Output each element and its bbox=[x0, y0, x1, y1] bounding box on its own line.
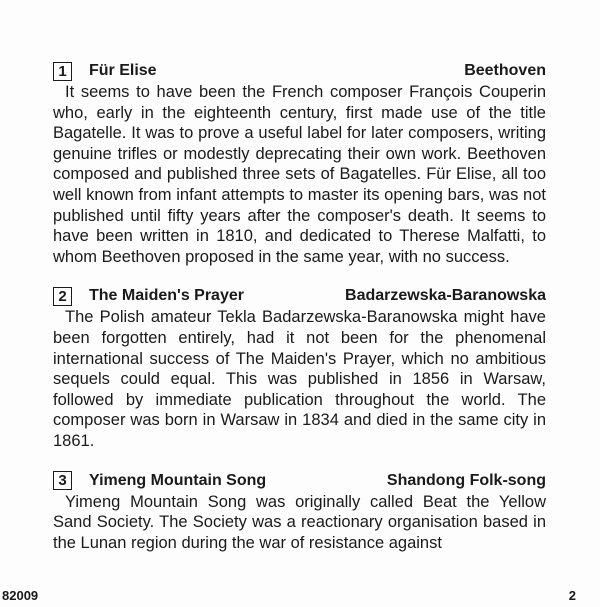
track-composer: Shandong Folk-song bbox=[386, 471, 546, 489]
catalog-number: 82009 bbox=[2, 588, 39, 603]
track-composer: Badarzewska-Baranowska bbox=[345, 287, 546, 305]
track-title: Yimeng Mountain Song bbox=[89, 471, 267, 489]
track-number-box: 1 bbox=[53, 62, 72, 81]
track-title: The Maiden's Prayer bbox=[89, 287, 244, 305]
track-description: The Polish amateur Tekla Badarzewska-Baranowska might have been forgotten entirely, had it not been for the phenomenal international success of The Maiden's Prayer, which no ambitious sequels could equal. This was published in 1856 in Warsaw, followed by immediate publication throughout the world. The composer was born in Warsaw in 1834 and died in the same city in 1861. bbox=[53, 308, 546, 450]
track-description: Yimeng Mountain Song was originally called Beat the Yellow Sand Society. The Society was a reactionary organisation based in the Lunan region during the war of resistance against bbox=[53, 492, 546, 552]
track-header bbox=[53, 60, 546, 82]
track-composer: Beethoven bbox=[464, 62, 546, 79]
track-entry-1 bbox=[53, 60, 546, 267]
track-header bbox=[53, 285, 546, 307]
page-number: 2 bbox=[568, 588, 576, 603]
track-number-box: 2 bbox=[53, 287, 72, 306]
track-header-left bbox=[53, 471, 266, 490]
track-entry-2 bbox=[53, 285, 546, 451]
booklet-page bbox=[53, 60, 546, 571]
track-title: Für Elise bbox=[89, 62, 157, 79]
track-description: It seems to have been the French composer François Couperin who, early in the eighteenth century, first made use of the title Bagatelle. It was to prove a useful label for later composers, writing genuine trifles or modestly deprecating their own work. Beethoven composed and published three sets of Bagatelles. Für Elise, all too well known from infant attempts to master its opening bars, was not published until fifty years after the composer's death. It seems to have been written in 1810, and dedicated to Therese Malfatti, to whom Beethoven proposed in the same year, with no success. bbox=[53, 83, 546, 266]
track-entry-3 bbox=[53, 470, 546, 554]
track-header bbox=[53, 470, 546, 492]
track-number-box: 3 bbox=[53, 471, 72, 490]
track-header-left bbox=[53, 62, 157, 81]
track-header-left bbox=[53, 287, 244, 306]
